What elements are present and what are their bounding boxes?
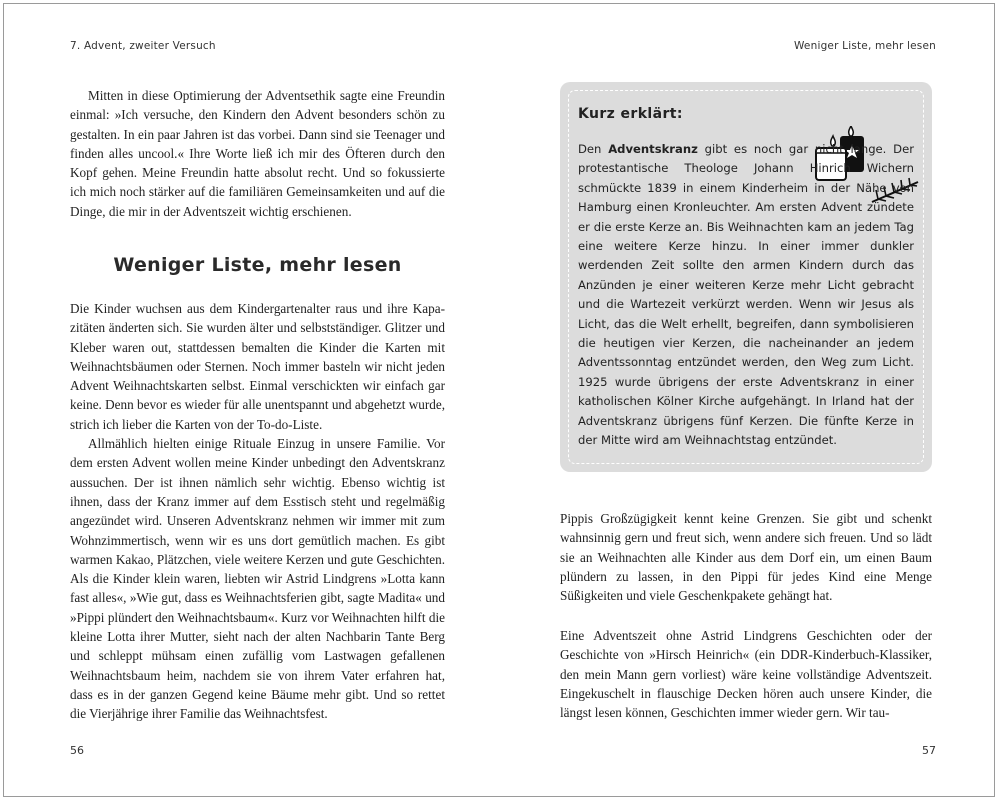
paragraph: Die Kinder wuchsen aus dem Kindergartenalter raus und ihre Kapazitäten änderten sich. Sie wurden älter und selbstständiger. Glitzer und Kleber waren out, stattdessen bemalten die Kinder die Karten mit Weihnachtsbäumen oder Sternen. Noch immer basteln wir nicht jeden Advent Weihnachtskarten selbst. Einmal verschickten wir einfach gar keine. Denn bevor es wieder für alle unentspannt und abgehetzt wurde, strich ich lieber die Karten von der To-do-Liste. — [70, 301, 445, 432]
book-spread — [3, 3, 995, 797]
paragraph: Eine Adventszeit ohne Astrid Lindgrens Geschichten oder der Geschichte von »Hirsch Heinrich« (ein DDR-Kinderbuch-Klassiker, den mein Mann gern vorliest) wäre keine vollständige Adventszeit. Eingekuschelt in flauschige Decken hören auch unsere Kinder, die längst lesen können, Geschichten immer wieder gern. Wir tau- — [560, 628, 932, 721]
info-box-text-rest: gibt es noch gar nicht lange. Der protestantische Theologe Johann Hinrich Wichern schmückte 1839 in einem Kinderheim in der Nähe von Hamburg einen Kronleuchter. Am ersten Advent zündete er die erste Kerze an. Bis Weihnachten kam an jedem Tag eine weitere Kerze hinzu. In einer immer dunkler werdenden Zeit sollte den armen Kindern durch das Anzünden je einer weiteren Kerze mehr Licht gebracht und die Wartezeit verkürzt werden. Wenn wir Jesus als Licht, das die Welt erhellt, begreifen, dann symbolisieren die heutigen vier Kerzen, die nacheinander an jedem Adventssonntag entzündet werden, den Weg zum Licht. 1925 wurde übrigens der erste Adventskranz in einer katholischen Kölner Kirche aufgehängt. In Irland hat der Adventskranz übrigens fünf Kerzen. Die fünfte Kerze in der Mitte wird am Weihnachtstag entzündet. — [578, 142, 914, 448]
running-header-left: 7. Advent, zweiter Versuch — [70, 40, 216, 52]
right-text-block-2 — [560, 626, 932, 722]
paragraph: Allmählich hielten einige Rituale Einzug in unsere Familie. Vor dem ersten Advent wollen meine Kinder unbedingt den Adventskranz aussuchen. Der ist ihnen nämlich sehr wichtig. Ebenso wichtig ist ihnen, dass der Kranz immer auf dem Esstisch steht und regelmäßig angezündet wird. Unseren Adventskranz nehmen wir immer mit zum Wohnzimmertisch, wenn wir es uns dort gemütlich machen. Es gibt warmen Kakao, Plätzchen, viele weitere Kerzen und gute Geschichten. Als die Kinder klein waren, liebten wir Astrid Lindgrens »Lotta kann fast alles«, »Wie gut, dass es Weihnachtsferien gibt, sagte Madita« und »Pippi plündert den Weihnachtsbaum«. Kurz vor Weihnachten hilft die kleine Lotta ihrer Mutter, sieht nach der alten Nachbarin Tante Berg und schleppt mühsam einen zufällig vom Lastwagen gefallenen Weihnachtsbaum heim, nachdem sie von ihrem Vater erfahren hat, dass es in der ganzen Gegend keine Bäume mehr gibt. Und so rettet die Vierjährige ihrer Familie das Weihnachtsfest. — [70, 436, 445, 722]
left-page — [4, 4, 500, 796]
info-box-text-start: Den — [578, 142, 609, 156]
left-text-block-1 — [70, 86, 445, 221]
running-header-right: Weniger Liste, mehr lesen — [793, 40, 936, 52]
page-number-right: 57 — [922, 744, 936, 757]
info-box-keyword: Adventskranz — [608, 142, 698, 156]
info-box-text — [578, 140, 914, 451]
paragraph: Pippis Großzügigkeit kennt keine Grenzen. Sie gibt und schenkt wahnsinnig gern und freut sich, wenn andere sich freuen. Und so lädt sie an Weihnachten alle Kinder aus dem Dorf ein, um einen Baum plündern zu lassen, in den Pippi für jedes Kind eine Menge Süßigkeiten und viele Geschenkpakete gehängt hat. — [560, 511, 932, 604]
page-number-left: 56 — [70, 744, 84, 757]
info-box-title: Kurz erklärt: — [578, 106, 683, 122]
section-heading: Weniger Liste, mehr lesen — [113, 254, 402, 276]
right-text-block-1 — [560, 509, 932, 605]
right-page — [500, 4, 996, 796]
paragraph: Mitten in diese Optimierung der Adventsethik sagte eine Freundin einmal: »Ich versuche, den Kindern den Advent besonders schön zu gestalten. In ein paar Jahren ist das vorbei. Dann sind sie Teenager und finden alles uncool.« Ihre Worte ließ ich mir des Öfteren durch den Kopf gehen. Meine Freundin hatte absolut recht. Und so fokussierte ich mich noch stärker auf die familiären Gemeinsamkeiten und auf die Dinge, die mir in der Adventszeit wichtig erschienen. — [70, 88, 445, 219]
info-box — [560, 82, 932, 472]
left-text-block-2 — [70, 299, 445, 724]
